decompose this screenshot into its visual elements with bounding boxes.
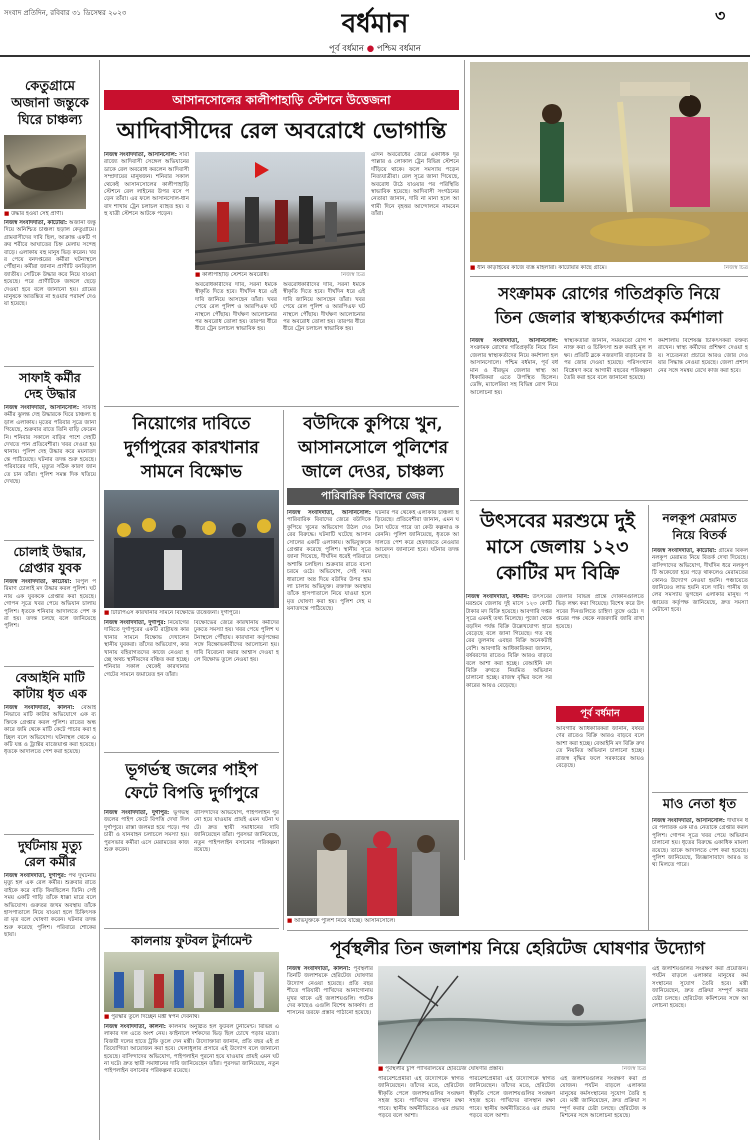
headline-line: গ্রেপ্তার যুবক <box>18 560 82 575</box>
divider <box>104 752 279 753</box>
divider <box>287 930 748 931</box>
heritage-caption: ■ পূর্বস্থলীর চুপি পাখিরালয়ের হেরিটেজ ঘোষণার প্রস্তাব। নিজস্ব চিত্র <box>378 1066 646 1072</box>
lead-body-col3: অবরোধকারীদের দাবি, সরনা ধর্মকে স্বীকৃতি দিতে হবে। দীর্ঘদিন ধরে এই দাবি জানিয়ে আসছেন তাঁরা। খবর পেয়ে রেল পুলিশ ও আরপিএফ ঘটনাস্থলে পৌঁছায়। দীর্ঘক্ষণ আলোচনার পর অবরোধ তোলা হয়। তারপর ধীরে ধীরে ট্রেন চলাচল স্বাভাবিক হয়। <box>283 282 365 333</box>
divider <box>652 792 748 793</box>
article-body: নিজস্ব সংবাদদাতা, আসানসোল: সাফাই কর্মীর ঝুলন্ত দেহ উদ্ধারকে ঘিরে চাঞ্চল্য ছড়াল এলাকায়। মৃতের পরিবার সূত্রে জানা গিয়েছে, শুক্রবার রাতে তিনি বাড়ি ফেরেননি। শনিবার সকালে বাড়ির পাশে দেহটি দেখতে পান প্রতিবেশীরা। খবর দেওয়া হয় থানায়। পুলিশ দেহ উদ্ধার করে ময়নাতদন্তে পাঠিয়েছে। ঘটনার তদন্ত শুরু হয়েছে। পরিবারের দাবি, মৃত্যুর সঠিক কারণ জানতে চান তাঁরা। পুলিশ সমস্ত দিক খতিয়ে দেখছে। <box>4 405 96 486</box>
lead-photo-caption: ■ কালীপাহাড়ি স্টেশনে অবরোধ। নিজস্ব চিত্র <box>195 272 365 278</box>
masthead-subtitles <box>270 42 480 56</box>
arrest-illustration <box>287 820 459 916</box>
protest-caption: ■ টিটিপিএস কারখানার সামনে বিক্ষোভে উত্তেজনা। দুর্গাপুরে। <box>104 610 241 616</box>
story-cholai <box>4 544 96 665</box>
headline-line: দেহ উদ্ধার <box>24 386 76 401</box>
workshop-body-col1: নিজস্ব সংবাদদাতা, আসানসোল: সংক্রামক রোগের গতিপ্রকৃতি নিয়ে তিন জেলার স্বাস্থ্যকর্তাদের নিয়ে কর্মশালা হল আসানসোলে। পশ্চিম বর্ধমান, পূর্ব বর্ধমান ও বীরভূম জেলার স্বাস্থ্য আধিকারিকরা এতে উপস্থিত ছিলেন। ডেঙ্গি, ম্যালেরিয়া সহ বিভিন্ন রোগ নিয়ে আলোচনা হয়। <box>470 338 558 396</box>
headline-line: সাফাই কর্মীর <box>19 370 81 385</box>
sub-paschim: পশ্চিম বর্ধমান <box>376 44 421 54</box>
football-headline: কালনায় ফুটবল টুর্নামেন্ট <box>131 933 252 948</box>
headline-line: অজানা জন্তুকে <box>11 96 89 111</box>
workshop-headline-2: তিন জেলার স্বাস্থ্যকর্তাদের কর্মশালা <box>495 308 723 327</box>
divider <box>470 500 748 501</box>
liquor-body-col1: নিজস্ব সংবাদদাতা, বর্ধমান: উৎসবের মরশুমে জেলায় দুই মাসে ১২৩ কোটি টাকার মদ বিক্রি হয়েছে। আবগারি দপ্তর সূত্রে এমনই তথ্য মিলেছে। পুজো থেকে বড়দিন পর্যন্ত বিক্রি উল্লেখযোগ্য হারে বেড়েছে বলে জানা গিয়েছে। গত বছরের তুলনায় এবছর বিক্রি অনেকটাই বেশি। আবগারি আধিকারিকরা জানান, বর্ষবরণের রাতেও বিক্রি আরও বাড়বে বলে আশা করা হচ্ছে। বেআইনি মদ বিক্রি রুখতে নিয়মিত অভিযান চালানো হচ্ছে। রাজস্ব বৃদ্ধির ফলে সরকারের আয়ও বেড়েছে। <box>466 594 552 689</box>
sub-purba: পূর্ব বর্ধমান <box>329 44 364 54</box>
heritage-photo <box>378 966 646 1064</box>
workshop-body-col3: কর্মশালায় বিশেষজ্ঞ চিকিৎসকরা বক্তব্য রাখেন। স্বাস্থ্য কর্মীদের প্রশিক্ষণ দেওয়া হয়। সচেতনতা প্রচারে আরও জোর দেওয়ার সিদ্ধান্ত নেওয়া হয়েছে। জেলা প্রশাসনের সঙ্গে সমন্বয় রেখে কাজ করা হবে। <box>658 338 748 374</box>
liquor-tag: পূর্ব বর্ধমান <box>556 706 644 722</box>
workshop-headline-1: সংক্রামক রোগের গতিপ্রকৃতি নিয়ে <box>498 284 720 303</box>
article-body: নিজস্ব সংবাদদাতা, কাটোয়া: বিপুল পরিমাণ চোলাই মদ উদ্ধার করল পুলিশ। ঘটনায় এক যুবককে গ্রেপ্তার করা হয়েছে। গোপন সূত্রে খবর পেয়ে অভিযান চালায় পুলিশ। ধৃতকে শনিবার আদালতে পেশ করা হয়। তদন্ত চলছে বলে জানিয়েছে পুলিশ। <box>4 579 96 630</box>
rail-protest-illustration <box>195 152 365 270</box>
protest-headline-1: নিয়োগের দাবিতে <box>132 414 251 434</box>
harvest-illustration <box>470 62 748 262</box>
pipe-body-col1: নিজস্ব সংবাদদাতা, দুর্গাপুর: ভূগর্ভস্থ জলের পাইপ ফেটে বিপত্তি দেখা দিল দুর্গাপুরে। রাস্তা জলমগ্ন হয়ে পড়ে। পথচারী ও যানবাহন চলাচলে সমস্যা হয়। পুরসভার কর্মীরা এসে মেরামতের কাজ শুরু করেন। <box>104 810 189 854</box>
harvest-photo <box>470 62 748 262</box>
lead-body-col4: এদিন অবরোধের জেরে একাধিক দূরপাল্লার ও লোকাল ট্রেন বিভিন্ন স্টেশনে দাঁড়িয়ে থাকে। ফলে সমস্যায় পড়েন নিত্যযাত্রীরা। রেল সূত্রে জানা গিয়েছে, অবরোধ উঠে যাওয়ার পর পরিস্থিতি স্বাভাবিক হয়েছে। আদিবাসী সংগঠনের নেতারা জানান, দাবি না মানা হলে আগামী দিনে বৃহত্তর আন্দোলনে নামবেন তাঁরা। <box>371 152 459 218</box>
protest-headline-3: সামনে বিক্ষোভ <box>140 462 243 482</box>
heritage-body-col3: পরিবেশপ্রেমীরা এই উদ্যোগকে স্বাগত জানিয়েছেন। তাঁদের মতে, হেরিটেজ স্বীকৃতি পেলে জলাশয়গুলির সংরক্ষণ সহজ হবে। পাখিদের বাসস্থান রক্ষা পাবে। স্থানীয় অর্থনীতিতেও এর প্রভাব পড়বে বলে আশা। <box>469 1076 555 1120</box>
divider <box>4 666 94 667</box>
lead-body-col2: অবরোধকারীদের দাবি, সরনা ধর্মকে স্বীকৃতি দিতে হবে। দীর্ঘদিন ধরে এই দাবি জানিয়ে আসছেন তাঁরা। খবর পেয়ে রেল পুলিশ ও আরপিএফ ঘটনাস্থলে পৌঁছায়। দীর্ঘক্ষণ আলোচনার পর অবরোধ তোলা হয়। তারপর ধীরে ধীরে ট্রেন চলাচল স্বাভাবিক হয়। <box>195 282 277 333</box>
protest-body-col1: নিজস্ব সংবাদদাতা, দুর্গাপুর: নিয়োগের দাবিতে দুর্গাপুরের একটি রাষ্ট্রায়ত্ত কারখানার সামনে বিক্ষোভ দেখালেন স্থানীয় যুবকরা। তাঁদের অভিযোগ, কারখানায় বহিরাগতদের কাজে নেওয়া হচ্ছে অথচ স্থানীয়দের বঞ্চিত করা হচ্ছে। শনিবার সকাল থেকেই কারখানার গেটের সামনে জমায়েত হন তাঁরা। <box>104 620 189 678</box>
heritage-body-col4: এই জলাশয়গুলির সংরক্ষণ করা প্রয়োজন। পর্যটন বাড়লে এলাকার মানুষের কর্মসংস্থানের সুযোগ তৈরি হবে। মন্ত্রী জানিয়েছেন, দ্রুত প্রক্রিয়া সম্পূর্ণ করার চেষ্টা চলছে। হেরিটেজ কমিশনের সঙ্গে আলোচনা হয়েছে। <box>560 1076 646 1120</box>
pipe-headline-1: ভূগর্ভস্থ জলের পাইপ <box>125 760 258 779</box>
murder-photo <box>287 820 459 916</box>
team-illustration <box>104 952 279 1012</box>
divider <box>4 834 94 835</box>
column-rule <box>648 505 649 930</box>
murder-kicker: পারিবারিক বিবাদের জের <box>287 488 459 505</box>
animal-photo <box>4 135 86 209</box>
article-body: নিজস্ব সংবাদদাতা, কাটোয়া: অজানা জন্তু দিয়ে অনিশ্চিত চাঞ্চল্য ছড়াল কেতুগ্রামে। গ্রামবাসীদের দাবি ছিল, আক্রান্ত একটি গরুর শরীরে আঘাতের চিহ্ন মেলায় সন্দেহ বাড়ে। এলাকায় বহু মানুষ ভিড় করেন। খবর পেয়ে বনদপ্তরের কর্মীরা ঘটনাস্থলে পৌঁছান। কর্মীরা জানান প্রাণীটি বনবিড়াল জাতীয়। সেটিকে উদ্ধার করে নিয়ে যাওয়া হয়েছে। পরে প্রাণীটিকে জঙ্গলে ছেড়ে দেওয়া হবে বলে জানানো হয়। গ্রামের মানুষকে আতঙ্কিত না হওয়ার পরামর্শ দেওয়া হয়েছে। <box>4 220 96 308</box>
page-number: ৩ <box>715 6 726 25</box>
story-soil <box>4 670 96 833</box>
bullet-separator: ● <box>366 44 377 54</box>
headline-line: চোলাই উদ্ধার, <box>13 544 87 559</box>
liquor-body-col3: আবগারি আধিকারিকরা জানান, বর্ষবরণের রাতেও বিক্রি আরও বাড়বে বলে আশা করা হচ্ছে। বেআইনি মদ বিক্রি রুখতে নিয়মিত অভিযান চালানো হচ্ছে। রাজস্ব বৃদ্ধির ফলে সরকারের আয়ও বেড়েছে। <box>556 726 644 770</box>
animal-illustration <box>4 135 86 209</box>
masthead-rule <box>0 55 750 57</box>
headline-line: কেতুগ্রামে <box>24 79 76 94</box>
protest-body-col2: বিক্ষোভের জেরে কারখানায় কর্মীদের ঢুকতে সমস্যা হয়। খবর পেয়ে পুলিশ ঘটনাস্থলে পৌঁছায়। কারখানা কর্তৃপক্ষের সঙ্গে বিক্ষোভকারীদের আলোচনা হয়। দাবি বিবেচনা করার আশ্বাস দেওয়া হলে বিক্ষোভ তুলে নেওয়া হয়। <box>194 620 279 664</box>
column-rule <box>99 60 100 1140</box>
pipe-headline-2: ফেটে বিপত্তি দুর্গাপুরে <box>124 783 259 802</box>
liquor-headline-1: উৎসবের মরশুমে দুই <box>480 510 635 532</box>
heritage-headline: পূর্বস্থলীর তিন জলাশয় নিয়ে হেরিটেজ ঘোষণার উদ্যোগ <box>330 939 705 959</box>
divider <box>470 276 748 277</box>
masthead <box>0 0 750 56</box>
headline-line: ঘিরে চাঞ্চল্য <box>17 113 83 128</box>
lake-illustration <box>378 966 646 1064</box>
column-rule <box>283 410 284 930</box>
workshop-body-col2: স্বাস্থ্যকর্তারা জানান, সময়মতো রোগ শনাক্ত করা ও চিকিৎসা শুরু করাই মূল লক্ষ্য। প্রতিটি ব্লকে নজরদারি বাড়ানোর উপর জোর দেওয়া হয়েছে। পরিসংখ্যান বিশ্লেষণ করে আগামী বছরের পরিকল্পনা তৈরি করা হবে বলে জানানো হয়েছে। <box>564 338 652 382</box>
murder-headline-1: বউদিকে কুপিয়ে খুন, <box>303 414 443 434</box>
story-safai <box>4 370 96 555</box>
football-caption: ■ পুরস্কার তুলে দিচ্ছেন মন্ত্রী স্বপন দেবনাথ। <box>104 1014 200 1020</box>
tubewell-body: নিজস্ব সংবাদদাতা, কাটোয়া: গ্রামের বিকল নলকূপ মেরামত নিয়ে বিতর্ক দেখা দিয়েছে। বাসিন্দাদের অভিযোগ, দীর্ঘদিন ধরে নলকূপটি অকেজো হয়ে পড়ে থাকলেও মেরামতের কোনও উদ্যোগ নেওয়া হয়নি। পঞ্চায়েতে জানিয়েও লাভ হয়নি বলে দাবি। পানীয় জলের সমস্যায় ভুগছেন এলাকার মানুষ। পঞ্চায়েত কর্তৃপক্ষ জানিয়েছে, দ্রুত সমস্যা মেটানো হবে। <box>652 548 748 614</box>
crowd-illustration <box>104 490 279 608</box>
maoist-headline: মাও নেতা ধৃত <box>662 797 737 812</box>
masthead-title: বর্ধমান <box>341 9 409 39</box>
divider <box>4 366 94 367</box>
lead-headline: আদিবাসীদের রেল অবরোধে ভোগান্তি <box>116 118 447 144</box>
murder-caption: ■ অভিযুক্তকে পুলিশ নিয়ে যাচ্ছে। আসানসোলে। <box>287 918 396 924</box>
murder-headline-2: আসানসোলে পুলিশের <box>298 438 448 458</box>
liquor-headline-2: মাসে জেলায় ১২৩ <box>486 536 629 558</box>
maoist-body: নিজস্ব সংবাদদাতা, আসানসোল: দীর্ঘদিন ধরে পলাতক এক মাও নেতাকে গ্রেপ্তার করল পুলিশ। গোপন সূত্রে খবর পেয়ে অভিযান চালানো হয়। ধৃতের বিরুদ্ধে একাধিক মামলা রয়েছে। তাকে আদালতে পেশ করা হয়েছে। পুলিশ জানিয়েছে, জিজ্ঞাসাবাদে আরও তথ্য মিলতে পারে। <box>652 818 748 869</box>
murder-body-col2: ঘটনার পর থেকেই এলাকায় চাঞ্চল্য ছড়িয়েছে। প্রতিবেশীরা জানান, এমন ঘটনা ঘটতে পারে তা কেউ কল্পনাও করেননি। পুলিশ জানিয়েছে, ধৃতকে আদালতে পেশ করে হেফাজতে নেওয়ার আবেদন জানানো হবে। ঘটনার তদন্ত চলছে। <box>375 510 459 561</box>
article-body: নিজস্ব সংবাদদাতা, কালনা: বেআইনিভাবে মাটি কাটার অভিযোগে এক ব্যক্তিকে গ্রেপ্তার করল পুলিশ। রাতের অন্ধকারে জমি থেকে মাটি কেটে পাচার করা হচ্ছিল বলে অভিযোগ। ঘটনাস্থল থেকে একটি যন্ত্র ও ট্র্যাক্টর বাজেয়াপ্ত করা হয়েছে। ধৃতকে আদালতে পেশ করা হয়েছে। <box>4 705 96 756</box>
pipe-body-col2: বাসিন্দাদের অভিযোগ, পাইপলাইন পুরনো হয়ে যাওয়ায় প্রায়ই এমন ঘটনা ঘটে। দ্রুত স্থায়ী সমাধানের দাবি জানিয়েছেন তাঁরা। পুরসভা জানিয়েছে, নতুন পাইপলাইন বসানোর পরিকল্পনা রয়েছে। <box>194 810 279 854</box>
article-body: নিজস্ব সংবাদদাতা, দুর্গাপুর: পথ দুর্ঘটনায় মৃত্যু হল এক রেল কর্মীর। শুক্রবার রাতে বাইকে করে বাড়ি ফিরছিলেন তিনি। সেই সময় একটি গাড়ি তাঁকে ধাক্কা মারে বলে অভিযোগ। গুরুতর জখম অবস্থায় তাঁকে হাসপাতালে নিয়ে যাওয়া হলে চিকিৎসকরা মৃত বলে ঘোষণা করেন। ঘটনার তদন্ত শুরু করেছে পুলিশ। পরিবারে শোকের ছায়া। <box>4 873 96 939</box>
headline-line: রেল কর্মীর <box>24 854 76 869</box>
murder-headline-3: জালে দেওর, চাঞ্চল্য <box>302 462 444 482</box>
headline-line: দুর্ঘটনায় মৃত্যু <box>18 838 82 853</box>
divider <box>104 406 459 407</box>
football-body: নিজস্ব সংবাদদাতা, কালনা: কালনায় অনুষ্ঠিত হল ফুটবল টুর্নামেন্ট। বিভিন্ন এলাকার দল এতে অংশ নেয়। ফাইনালে দর্শকদের ভিড় ছিল চোখে পড়ার মতো। বিজয়ী দলের হাতে ট্রফি তুলে দেন মন্ত্রী। উদ্যোক্তারা জানান, প্রতি বছর এই প্রতিযোগিতা আয়োজন করা হবে। খেলাধুলার প্রসারে এই উদ্যোগ বলে জানানো হয়েছে। বাসিন্দাদের অভিযোগ, পাইপলাইন পুরনো হয়ে যাওয়ায় প্রায়ই এমন ঘটনা ঘটে। দ্রুত স্থায়ী সমাধানের দাবি জানিয়েছেন তাঁরা। পুরসভা জানিয়েছে, নতুন পাইপলাইন বসানোর পরিকল্পনা রয়েছে। <box>104 1024 279 1075</box>
liquor-body-col2: জেলার বিভিন্ন প্রান্তে দোকানগুলিতে ভিড় লক্ষ্য করা গিয়েছে। বিশেষ করে উৎসবের দিনগুলিতে চাহিদা তুঙ্গে ওঠে। দপ্তরের পক্ষ থেকে নজরদারি জারি রাখা হয়েছে। <box>556 594 644 630</box>
protest-headline-2: দুর্গাপুরের কারখানার <box>124 438 259 458</box>
date-line: সংবাদ প্রতিদিন, রবিবার ৩১ ডিসেম্বর ২০২৩ <box>4 9 127 17</box>
story-ketugram <box>4 78 96 366</box>
lead-photo <box>195 152 365 270</box>
headline-line: কাটায় ধৃত এক <box>13 686 87 701</box>
tubewell-headline-2: নিয়ে বিতর্ক <box>672 528 727 542</box>
heritage-body-col1: নিজস্ব সংবাদদাতা, কালনা: পূর্বস্থলীর তিনটি জলাশয়কে হেরিটেজ ঘোষণার উদ্যোগ নেওয়া হয়েছে। প্রতি বছর শীতে পরিযায়ী পাখিদের আনাগোনায় মুখর থাকে এই জলাশয়গুলি। পর্যটকদের কাছেও এগুলি বিশেষ আকর্ষণ। প্রশাসনের তরফে প্রস্তাব পাঠানো হয়েছে। <box>287 966 373 1017</box>
divider <box>4 540 94 541</box>
liquor-headline-3: কোটির মদ বিক্রি <box>495 562 620 584</box>
tubewell-headline-1: নলকূপ মেরামত <box>662 511 737 525</box>
lead-body-col1: নিজস্ব সংবাদদাতা, আসানসোল: সারা রাজ্যে আদিবাসী সেঙ্গেল অভিযানের ডাকে রেল অবরোধ করলেন আদিবাসী সম্প্রদায়ের মানুষজন। শনিবার সকাল থেকেই আসানসোলের কালীপাহাড়ি স্টেশনে রেল লাইনের উপর বসে পড়েন তাঁরা। এর ফলে আসানসোল-ধানবাদ শাখায় ট্রেন চলাচল ব্যাহত হয়। বহু যাত্রী স্টেশনে আটকে পড়েন। <box>104 152 189 218</box>
protest-photo <box>104 490 279 608</box>
harvest-caption: ■ ধান কাড়াইয়ের কাজে ব্যস্ত মহিলারা। কাটোয়ার কাছে গ্রামে। নিজস্ব চিত্র <box>470 265 748 271</box>
murder-body-col1: নিজস্ব সংবাদদাতা, আসানসোল: পারিবারিক বিবাদের জেরে বউদিকে কুপিয়ে খুনের অভিযোগ উঠল দেওরের বিরুদ্ধে। ঘটনাটি ঘটেছে আসানসোলের একটি এলাকায়। অভিযুক্তকে গ্রেপ্তার করেছে পুলিশ। স্থানীয় সূত্রে জানা গিয়েছে, দীর্ঘদিন ধরেই পরিবারে অশান্তি চলছিল। শুক্রবার রাতে বচসা চরমে ওঠে। অভিযোগ, সেই সময় ধারালো অস্ত্র দিয়ে বউদির উপর হামলা চালায় অভিযুক্ত। রক্তাক্ত অবস্থায় তাঁকে হাসপাতালে নিয়ে যাওয়া হলে মৃত ঘোষণা করা হয়। পুলিশ দেহ ময়নাতদন্তে পাঠিয়েছে। <box>287 510 371 613</box>
headline-line: বেআইনি মাটি <box>15 670 85 685</box>
heritage-body-col2: পরিবেশপ্রেমীরা এই উদ্যোগকে স্বাগত জানিয়েছেন। তাঁদের মতে, হেরিটেজ স্বীকৃতি পেলে জলাশয়গুলির সংরক্ষণ সহজ হবে। পাখিদের বাসস্থান রক্ষা পাবে। স্থানীয় অর্থনীতিতেও এর প্রভাব পড়বে বলে আশা। <box>378 1076 464 1120</box>
heritage-body-col5: এই জলাশয়গুলির সংরক্ষণ করা প্রয়োজন। পর্যটন বাড়লে এলাকার মানুষের কর্মসংস্থানের সুযোগ তৈরি হবে। মন্ত্রী জানিয়েছেন, দ্রুত প্রক্রিয়া সম্পূর্ণ করার চেষ্টা চলছে। হেরিটেজ কমিশনের সঙ্গে আলোচনা হয়েছে। <box>652 966 748 1010</box>
lead-kicker: আসানসোলের কালীপাহাড়ি স্টেশনে উত্তেজনা <box>104 90 459 110</box>
column-rule <box>464 60 465 860</box>
football-photo <box>104 952 279 1012</box>
story-accident <box>4 838 96 1135</box>
divider <box>104 928 279 929</box>
photo-caption: ■ উদ্ধার হওয়া সেই প্রাণী। <box>4 211 64 217</box>
